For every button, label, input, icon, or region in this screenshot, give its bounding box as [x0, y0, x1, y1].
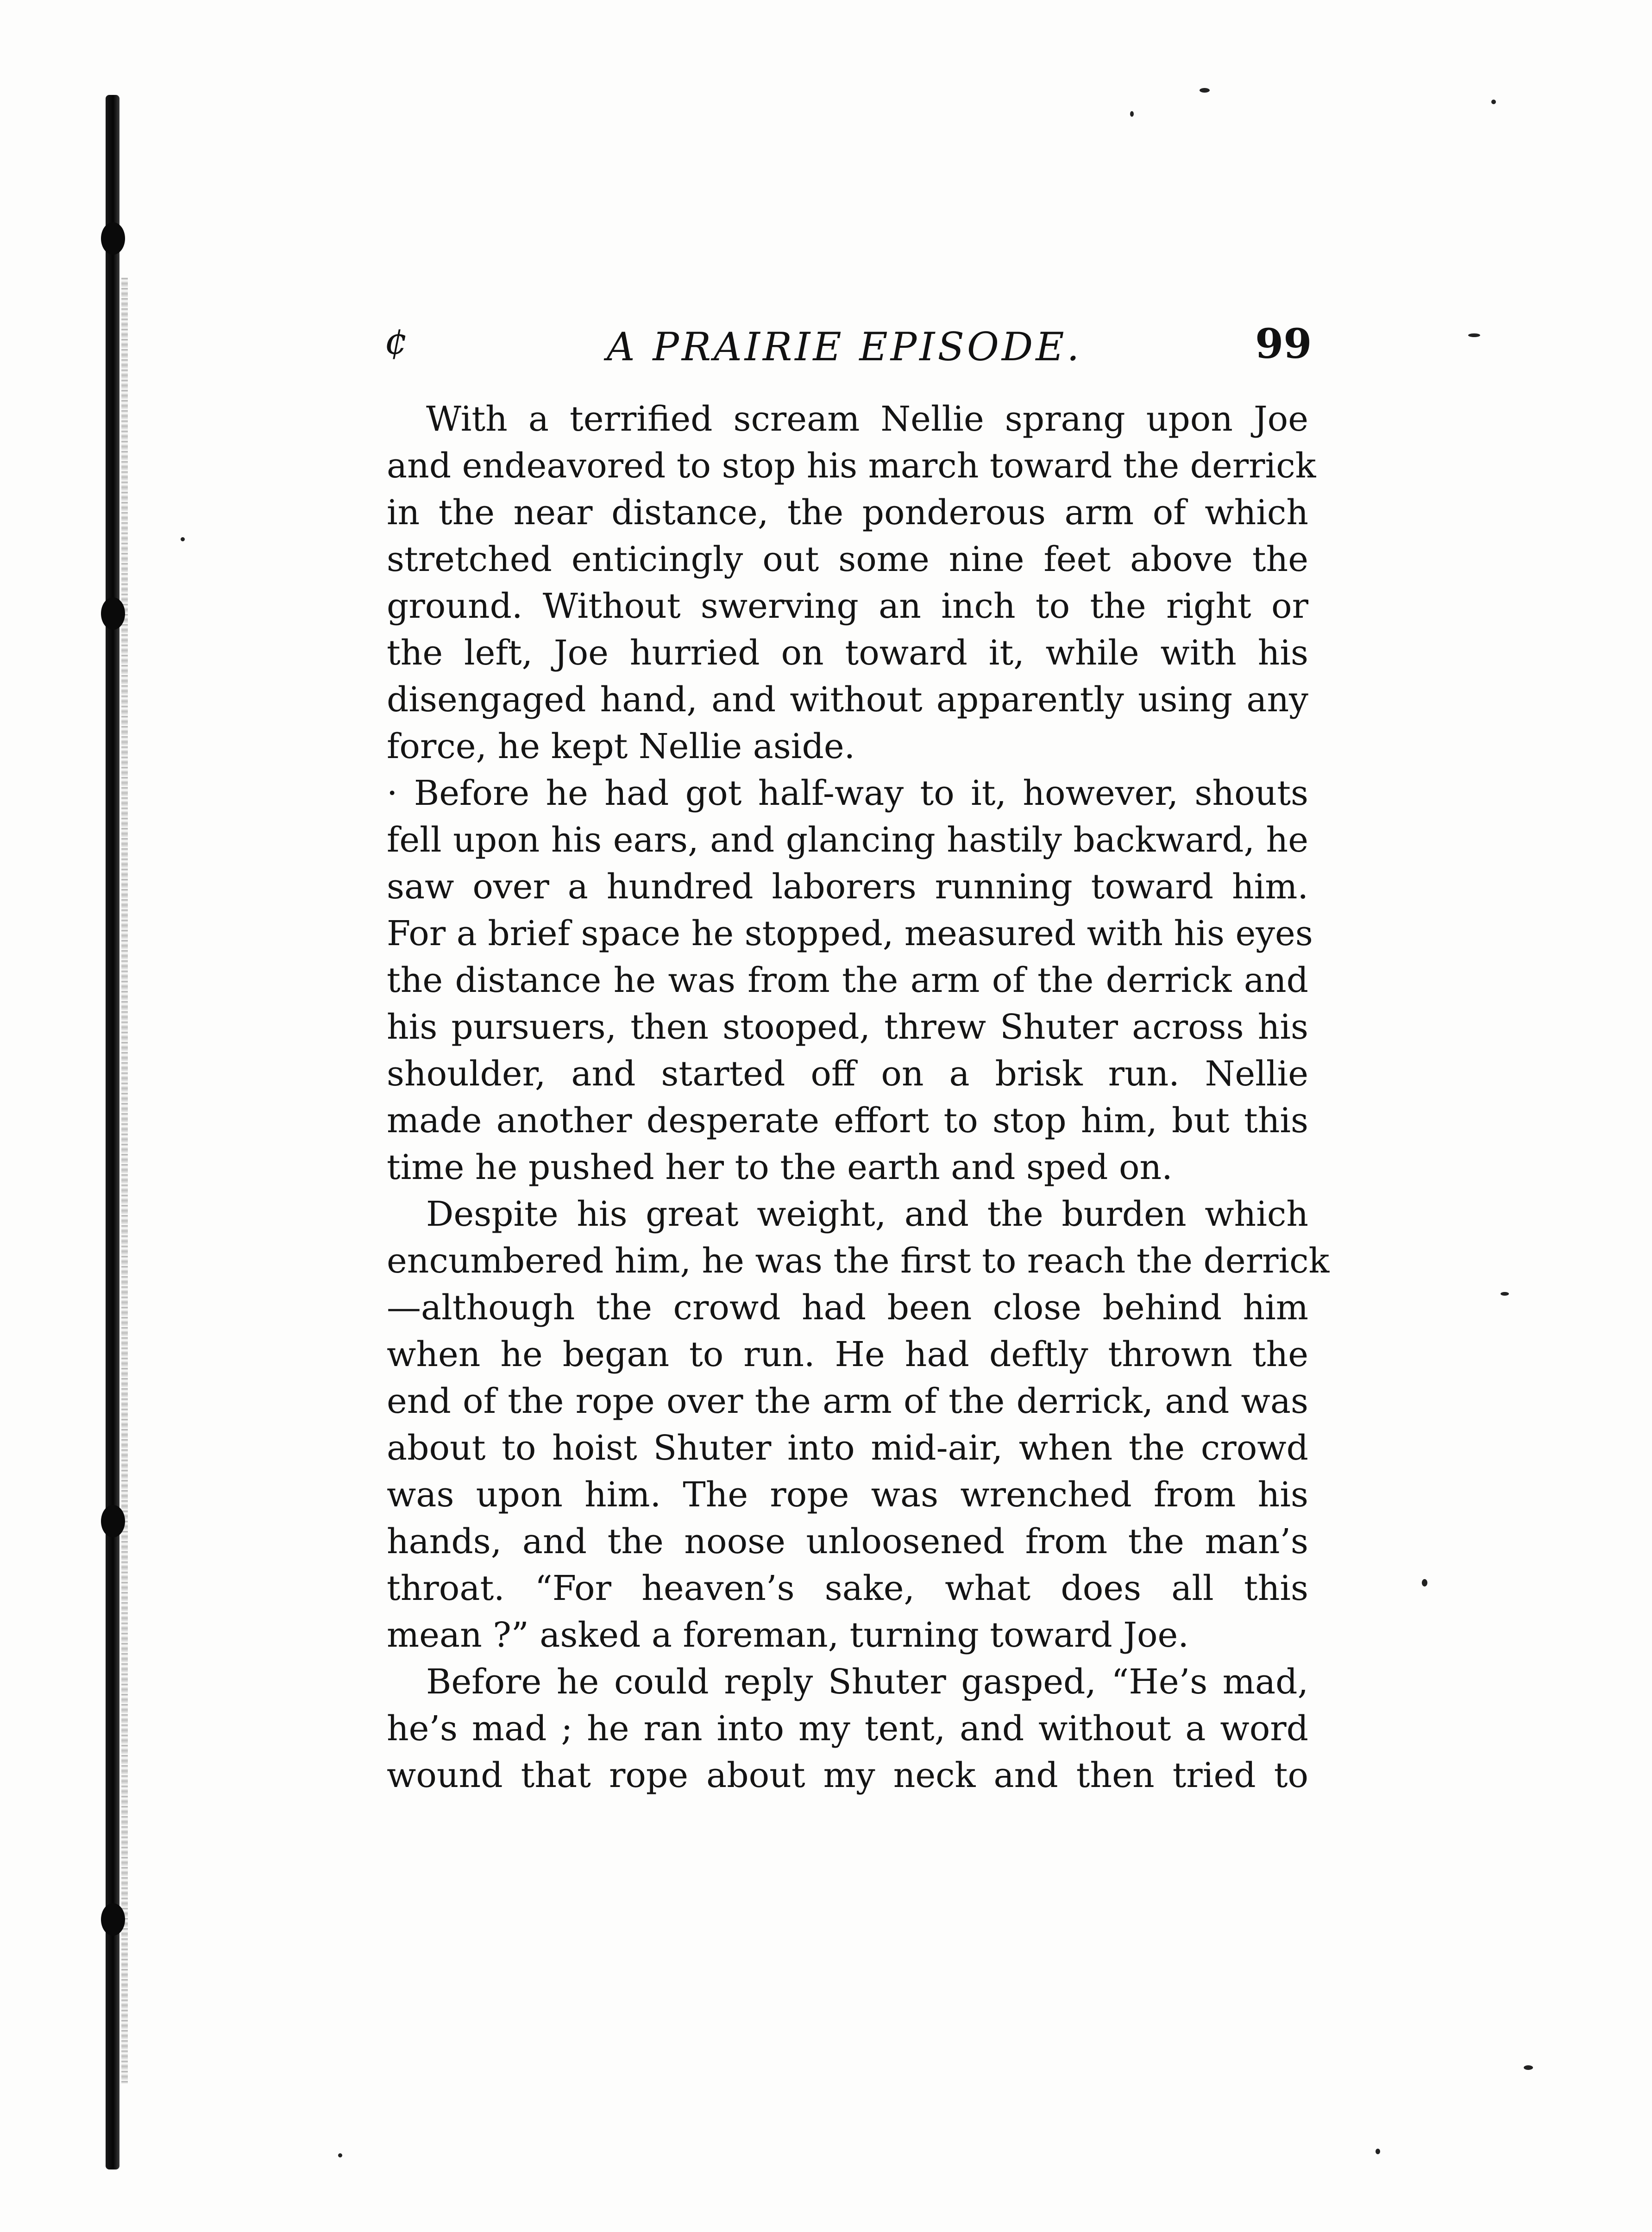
text-line: For a brief space he stopped, measured with his eyes	[387, 914, 1313, 953]
text-line: made another desperate effort to stop him, but this	[387, 1101, 1308, 1141]
text-line: end of the rope over the arm of the derrick, and was	[387, 1381, 1308, 1421]
dust-speck	[181, 537, 185, 541]
dust-speck	[1468, 333, 1480, 337]
text-line: the distance he was from the arm of the derrick and	[387, 960, 1308, 1000]
binding-mark	[101, 222, 125, 255]
running-head-mark: ¢	[384, 320, 408, 363]
text-line: his pursuers, then stooped, threw Shuter across his	[387, 1007, 1308, 1047]
text-line: mean ?” asked a foreman, turning toward Joe.	[387, 1615, 1189, 1655]
text-line: throat. “For heaven’s sake, what does all this	[387, 1568, 1308, 1608]
binding-edge-shadow	[106, 95, 119, 2169]
dust-speck	[1422, 1579, 1427, 1586]
text-line: encumbered him, he was the first to reach the derrick	[387, 1241, 1330, 1281]
paragraph	[387, 396, 1316, 770]
text-line: Before he could reply Shuter gasped, “He’s mad,	[426, 1662, 1308, 1702]
text-line: he’s mad ; he ran into my tent, and without a word	[387, 1709, 1308, 1749]
paragraph	[387, 1191, 1330, 1659]
dust-speck	[1130, 111, 1134, 117]
text-line: about to hoist Shuter into mid-air, when the crowd	[387, 1428, 1308, 1468]
dust-speck	[1376, 2149, 1380, 2154]
text-line: time he pushed her to the earth and sped on.	[387, 1147, 1173, 1187]
text-line: when he began to run. He had deftly thrown the	[387, 1335, 1308, 1374]
body-text	[387, 396, 1330, 1799]
binding-texture	[121, 278, 128, 2084]
paragraph	[387, 770, 1313, 1191]
dust-speck	[1491, 100, 1496, 104]
text-line: the left, Joe hurried on toward it, while with his	[387, 633, 1308, 673]
dust-speck	[1200, 88, 1210, 93]
text-line: disengaged hand, and without apparently using any	[387, 680, 1308, 720]
text-line: hands, and the noose unloosened from the man’s	[387, 1522, 1308, 1561]
text-line: With a terrified scream Nellie sprang upon Joe	[426, 399, 1308, 439]
text-line: Despite his great weight, and the burden which	[426, 1194, 1308, 1234]
text-line: ground. Without swerving an inch to the right or	[387, 586, 1308, 626]
text-line: shoulder, and started off on a brisk run. Nellie	[387, 1054, 1308, 1094]
text-line: was upon him. The rope was wrenched from his	[387, 1475, 1308, 1515]
paragraph	[387, 1659, 1308, 1799]
dust-speck	[1524, 2065, 1533, 2070]
text-line: saw over a hundred laborers running toward him.	[387, 867, 1308, 907]
running-head-title: A PRAIRIE EPISODE.	[607, 324, 1082, 370]
running-head	[384, 306, 1312, 370]
text-line: stretched enticingly out some nine feet above the	[387, 539, 1308, 579]
dust-speck	[1501, 1292, 1509, 1296]
page-number: 99	[1255, 320, 1312, 368]
text-line: fell upon his ears, and glancing hastily backward, he	[387, 820, 1308, 860]
text-line: · Before he had got half-way to it, however, shouts	[387, 773, 1308, 813]
text-line: —although the crowd had been close behind him	[387, 1288, 1308, 1328]
text-line: wound that rope about my neck and then tried to	[387, 1756, 1308, 1795]
dust-speck	[338, 2153, 342, 2157]
text-line: in the near distance, the ponderous arm of which	[387, 493, 1308, 533]
text-line: force, he kept Nellie aside.	[387, 727, 855, 766]
text-line: and endeavored to stop his march toward the derrick	[387, 446, 1316, 486]
